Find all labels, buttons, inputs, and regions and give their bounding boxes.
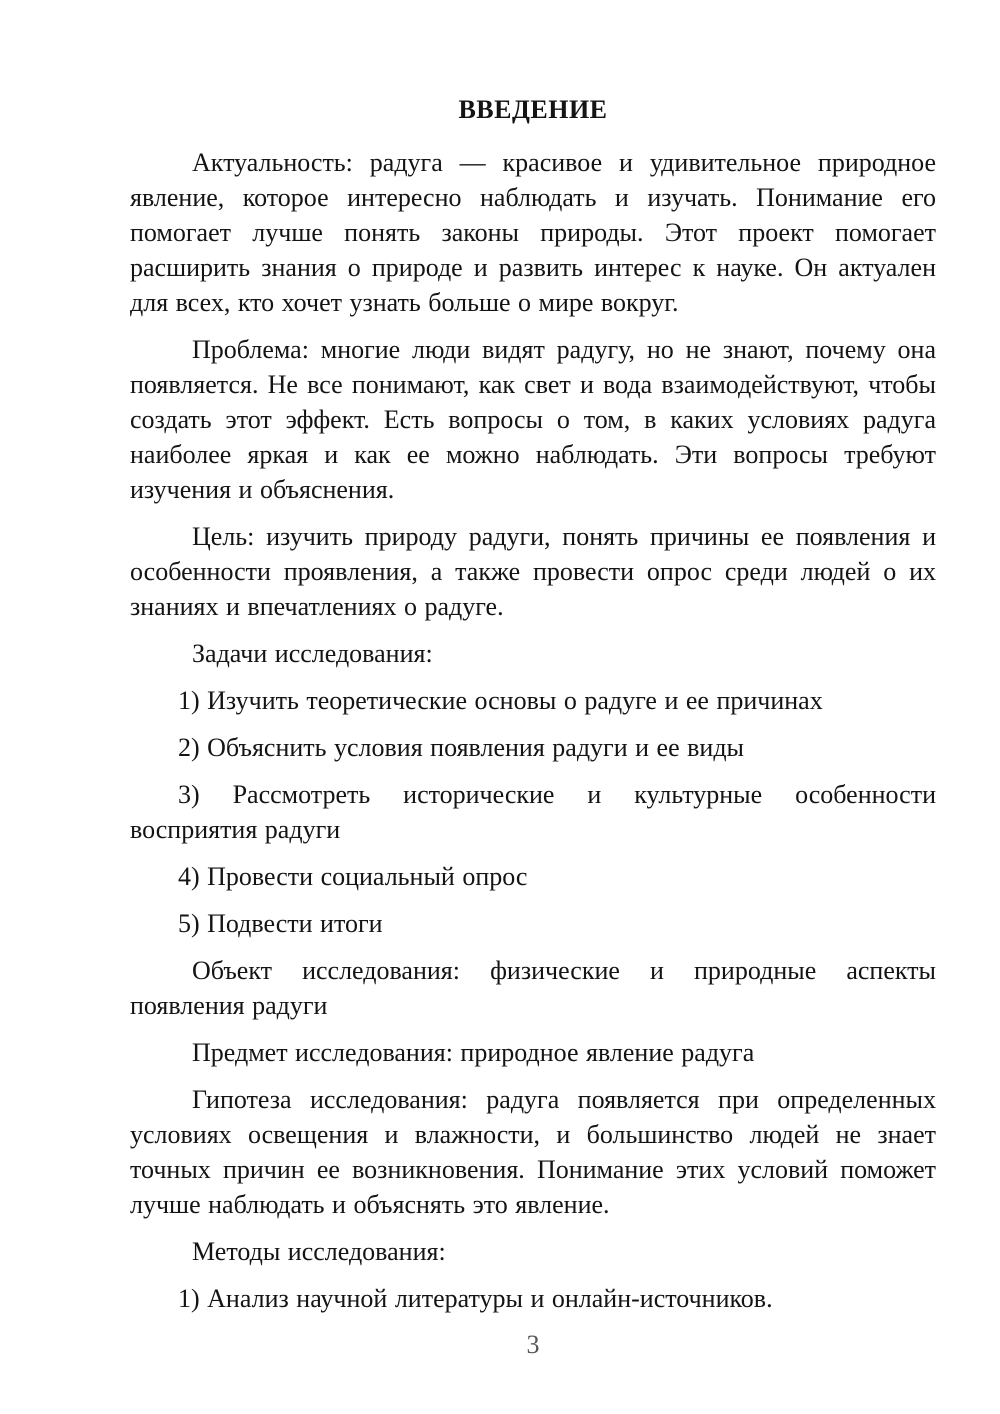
list-item: 1) Изучить теоретические основы о радуге и ее причинах [178,686,823,715]
page-title: ВВЕДЕНИЕ [458,95,608,124]
list-item: 1) Анализ научной литературы и онлайн-источников. [178,1284,773,1313]
paragraph: Гипотеза исследования: радуга появляется при определенных условиях освещения и влажности, и большинство людей не знает точных причин ее возникновения. Понимание этих условий поможет лучше наблюдать и объяснять это явление. [130,1085,936,1219]
page-number: 3 [526,1330,540,1359]
paragraph: Предмет исследования: природное явление радуга [192,1038,755,1067]
document-body [130,145,936,1316]
paragraph: Проблема: многие люди видят радугу, но не знают, почему она появляется. Не все понимают, как свет и вода взаимодействуют, чтобы создать этот эффект. Есть вопросы о том, в каких условиях радуга наиболее яркая и как ее можно наблюдать. Эти вопросы требуют изучения и объяснения. [130,335,936,504]
paragraph: Методы исследования: [192,1237,446,1266]
paragraph: Задачи исследования: [192,639,433,668]
list-item: 3) Рассмотреть исторические и культурные особенности восприятия радуги [130,780,936,844]
list-item: 5) Подвести итоги [178,909,383,938]
paragraph: Объект исследования: физические и природные аспекты появления радуги [130,956,936,1020]
paragraph: Цель: изучить природу радуги, понять причины ее появления и особенности проявления, а также провести опрос среди людей о их знаниях и впечатлениях о радуге. [130,522,936,621]
list-item: 2) Объяснить условия появления радуги и ее виды [178,733,745,762]
document-content [130,92,936,1328]
list-item: 4) Провести социальный опрос [178,862,528,891]
paragraph: Актуальность: радуга — красивое и удивительное природное явление, которое интересно наблюдать и изучать. Понимание его помогает лучше понять законы природы. Этот проект помогает расширить знания о природе и развить интерес к науке. Он актуален для всех, кто хочет узнать больше о мире вокруг. [130,148,936,317]
